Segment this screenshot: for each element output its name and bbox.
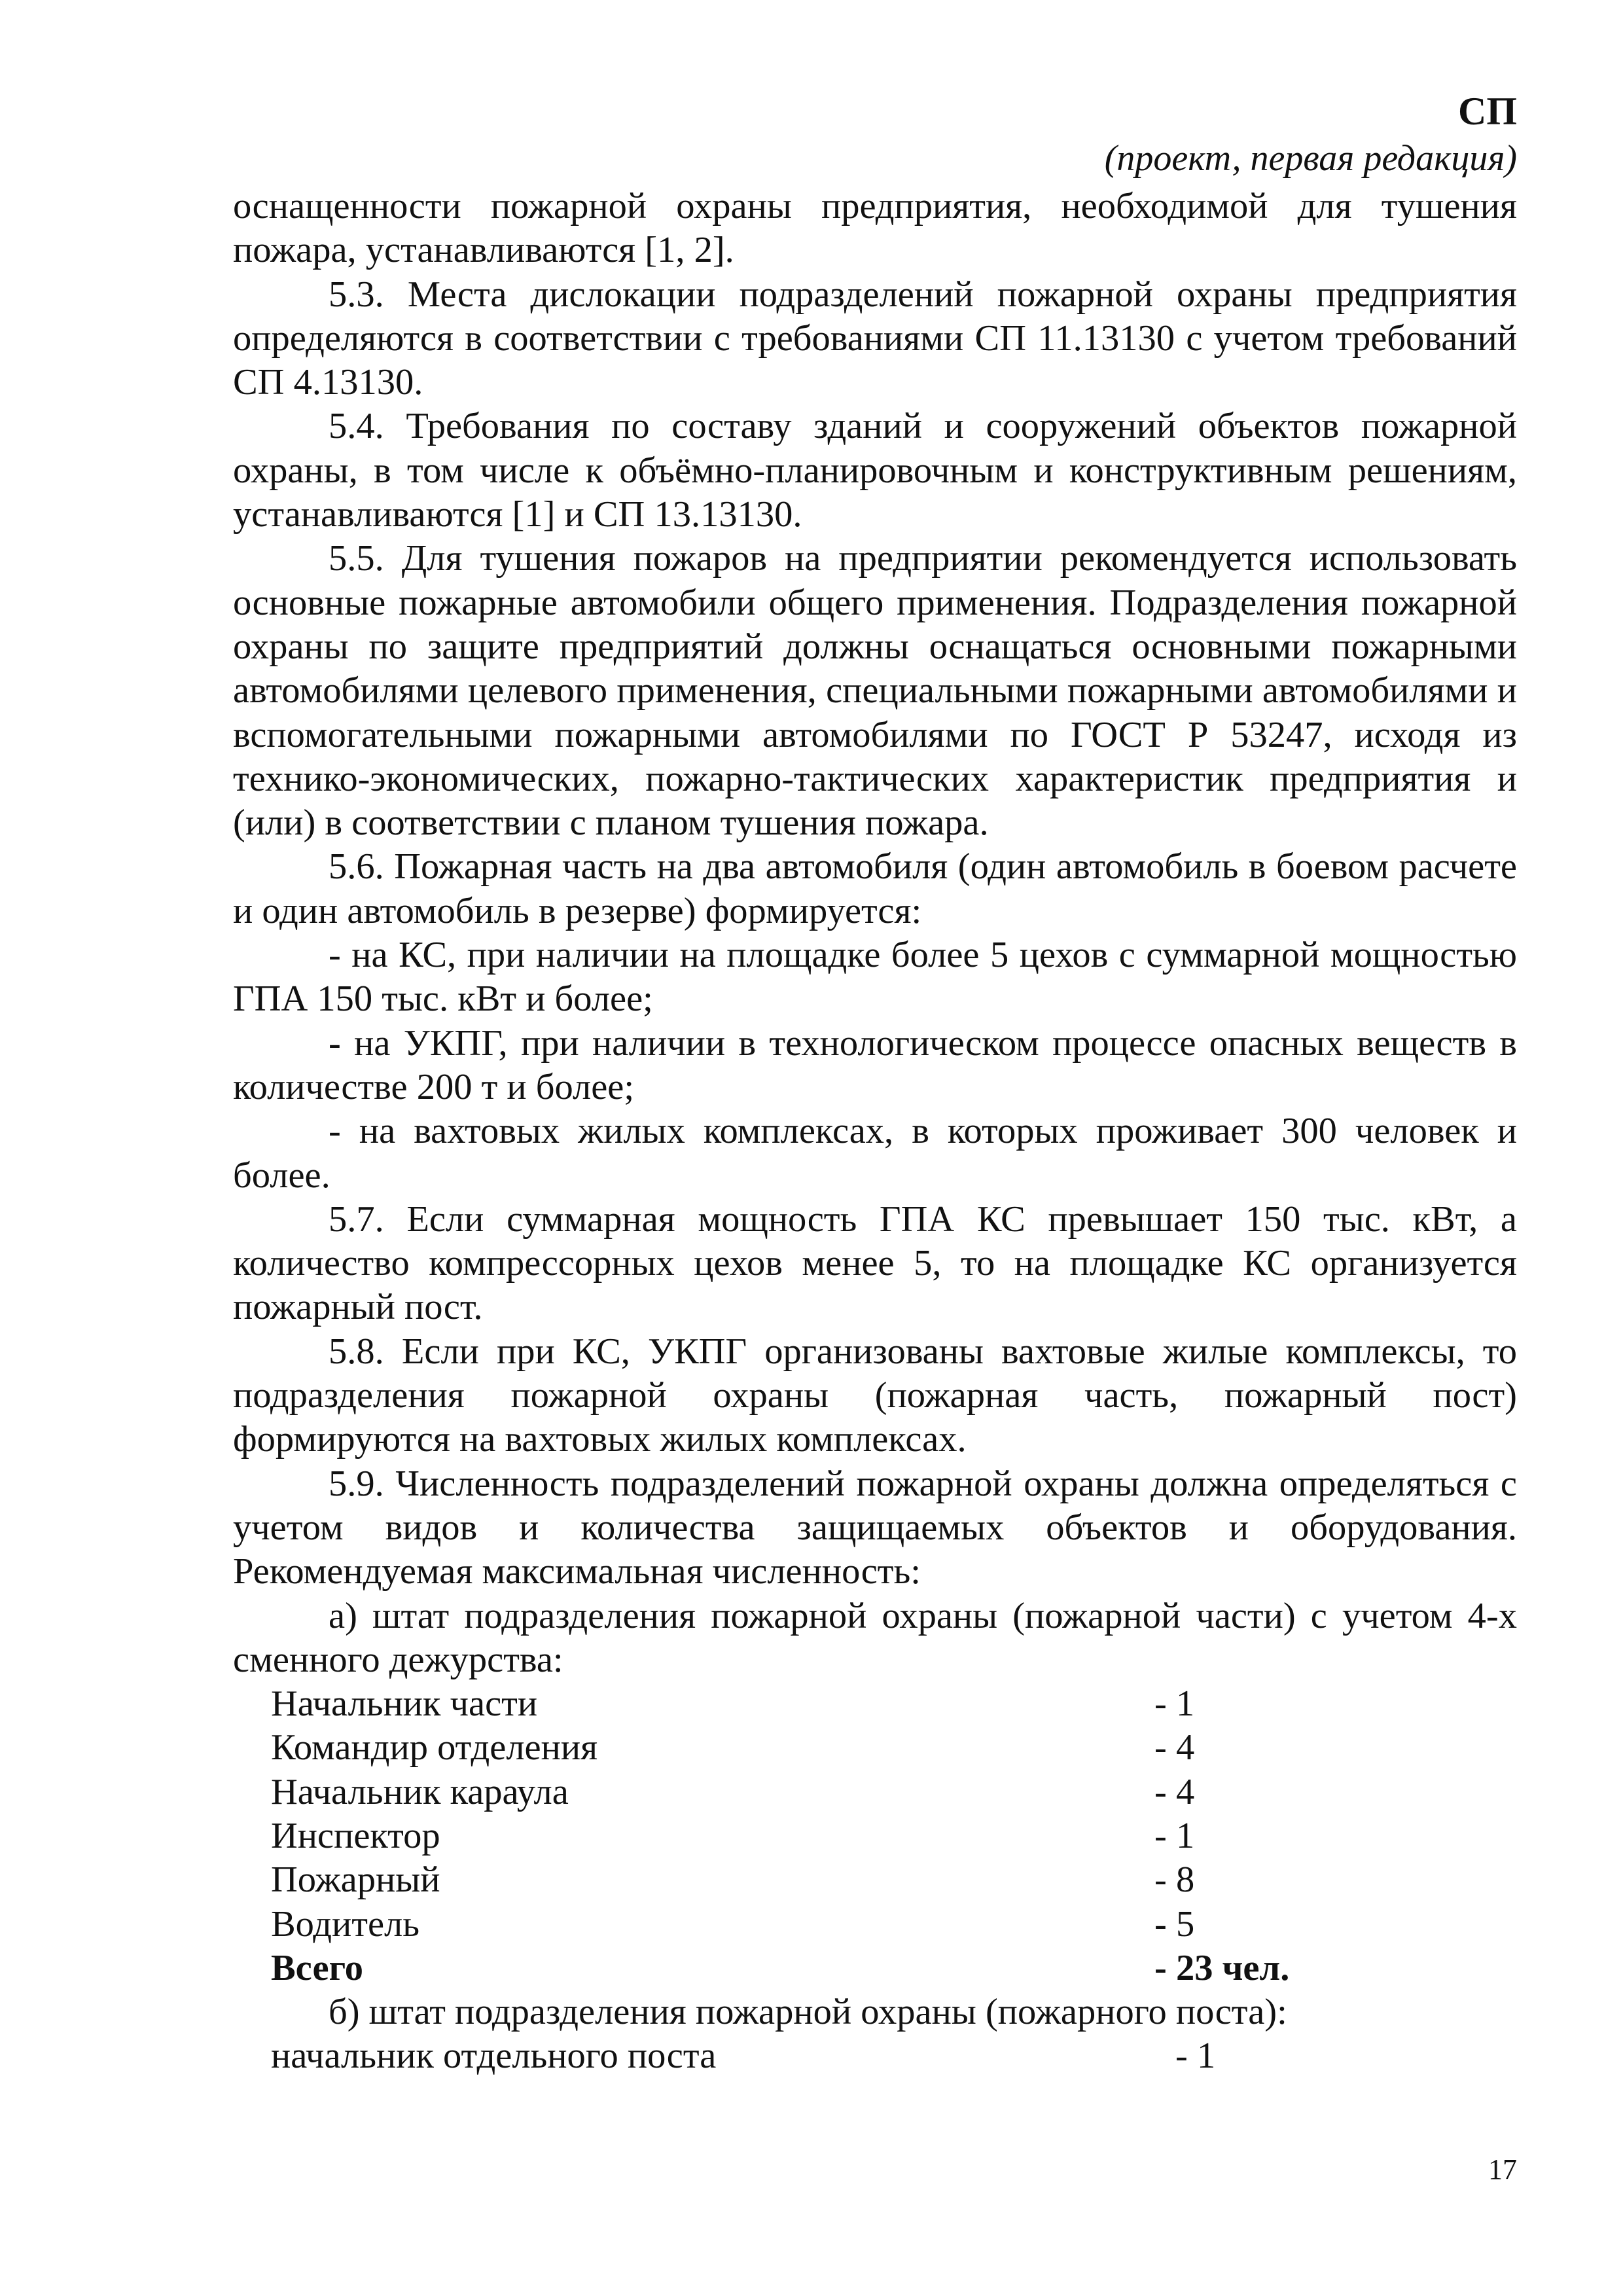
paragraph-a: а) штат подразделения пожарной охраны (пожарной части) с учетом 4-х сменного дежурства: xyxy=(233,1595,1517,1680)
staff-count: - 4 xyxy=(1154,1727,1195,1768)
staff-count: - 1 xyxy=(1154,1683,1195,1725)
staff-role: Пожарный xyxy=(271,1859,440,1901)
document-edition: (проект, первая редакция) xyxy=(1104,138,1517,179)
staff-row xyxy=(233,1682,1517,1726)
staff-role: Командир отделения xyxy=(271,1727,598,1768)
staff-count: - 5 xyxy=(1154,1903,1195,1945)
list-item-ks: - на КС, при наличии на площадке более 5 цехов с суммарной мощностью ГПА 150 тыс. кВт и более; xyxy=(233,935,1517,1020)
staff-count: - 1 xyxy=(1175,2036,1216,2077)
paragraph-5-4: 5.4. Требования по составу зданий и сооружений объектов пожарной охраны, в том числе к объёмно-планировочным и конструктивным решениям, устанавливаются [1] и СП 13.13130. xyxy=(233,406,1517,535)
list-item-camps: - на вахтовых жилых комплексах, в которых проживает 300 человек и более. xyxy=(233,1111,1517,1196)
document-body xyxy=(233,185,1517,2079)
staff-row xyxy=(233,1770,1517,1814)
staff-role: Начальник части xyxy=(271,1683,538,1725)
page-number: 17 xyxy=(1488,2153,1517,2185)
staff-role: Начальник караула xyxy=(271,1771,569,1812)
staff-row xyxy=(233,1903,1517,1946)
staff-total-row xyxy=(233,1946,1517,1990)
staff-role: Водитель xyxy=(271,1903,420,1945)
paragraph-continuation: оснащенности пожарной охраны предприятия, необходимой для тушения пожара, устанавливаются [1, 2]. xyxy=(233,186,1517,271)
staff-count: - 8 xyxy=(1154,1859,1195,1901)
list-item-ukpg: - на УКПГ, при наличии в технологическом процессе опасных веществ в количестве 200 т и более; xyxy=(233,1022,1517,1107)
staff-table-a xyxy=(233,1682,1517,1990)
paragraph-5-3: 5.3. Места дислокации подразделений пожарной охраны предприятия определяются в соответствии с требованиями СП 11.13130 с учетом требований СП 4.13130. xyxy=(233,274,1517,403)
staff-row xyxy=(233,1726,1517,1770)
staff-total-label: Всего xyxy=(271,1947,364,1988)
staff-role: начальник отдельного поста xyxy=(271,2036,717,2077)
staff-total-count: - 23 чел. xyxy=(1154,1947,1290,1988)
staff-row xyxy=(233,1858,1517,1902)
document-code: СП xyxy=(1458,90,1517,133)
paragraph-5-8: 5.8. Если при КС, УКПГ организованы вахтовые жилые комплексы, то подразделения пожарной охраны (пожарная часть, пожарный пост) формируются на вахтовых жилых комплексах. xyxy=(233,1331,1517,1460)
staff-role: Инспектор xyxy=(271,1815,440,1856)
staff-row xyxy=(233,1814,1517,1858)
paragraph-5-6: 5.6. Пожарная часть на два автомобиля (один автомобиль в боевом расчете и один автомобиль в резерве) формируется: xyxy=(233,846,1517,931)
staff-count: - 4 xyxy=(1154,1771,1195,1812)
paragraph-5-5: 5.5. Для тушения пожаров на предприятии рекомендуется использовать основные пожарные автомобили общего применения. Подразделения пожарной охраны по защите предприятий должны оснащаться основными пожарными автомобилями целевого применения, специальными пожарными автомобилями и вспомогательными пожарными автомобилями по ГОСТ Р 53247, исходя из технико-экономических, пожарно-тактических характеристик предприятия и (или) в соответствии с планом тушения пожара. xyxy=(233,538,1517,844)
staff-row xyxy=(233,2034,1517,2078)
paragraph-b: б) штат подразделения пожарной охраны (пожарного поста): xyxy=(329,1992,1287,2033)
paragraph-5-7: 5.7. Если суммарная мощность ГПА КС превышает 150 тыс. кВт, а количество компрессорных цехов менее 5, то на площадке КС организуется пожарный пост. xyxy=(233,1198,1517,1328)
paragraph-5-9: 5.9. Численность подразделений пожарной охраны должна определяться с учетом видов и количества защищаемых объектов и оборудования. Рекомендуемая максимальная численность: xyxy=(233,1463,1517,1592)
staff-table-b xyxy=(233,2034,1517,2078)
staff-count: - 1 xyxy=(1154,1815,1195,1856)
